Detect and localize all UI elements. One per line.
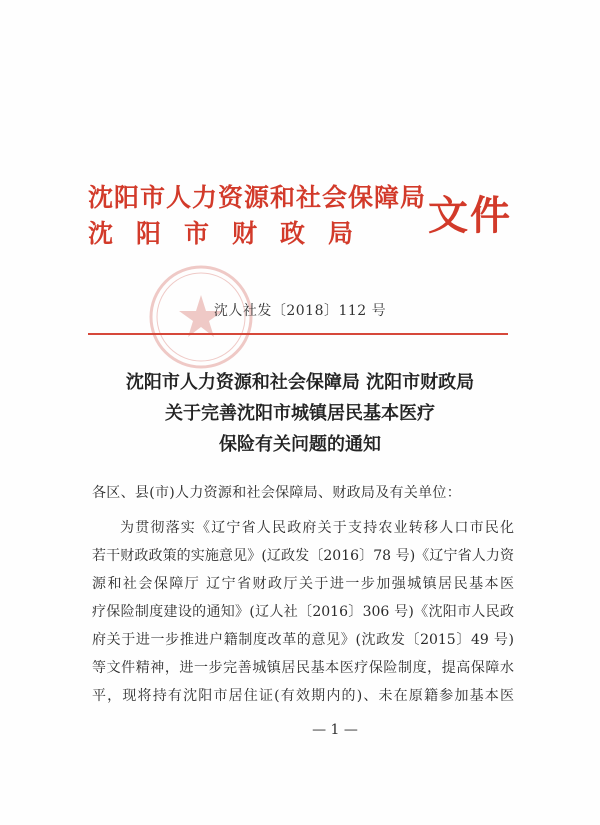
page-number: — 1 — <box>312 722 358 738</box>
body-line: 若干财政政策的实施意见》(辽政发〔2016〕78 号)《辽宁省人力资 <box>92 548 514 564</box>
body-line: 源和社会保障厅 辽宁省财政厅关于进一步加强城镇居民基本医 <box>92 576 514 592</box>
document-type-label: 文件 <box>428 192 512 239</box>
document-number: 沈人社发〔2018〕112 号 <box>213 303 387 319</box>
addressee: 各区、县(市)人力资源和社会保障局、财政局及有关单位： <box>92 485 462 501</box>
red-divider-line <box>88 333 508 335</box>
document-header <box>88 183 528 263</box>
body-line: 府关于进一步推进户籍制度改革的意见》(沈政发〔2015〕49 号) <box>92 632 514 648</box>
body-line: 为贯彻落实《辽宁省人民政府关于支持农业转移人口市民化 <box>120 520 514 536</box>
issuer-line-2: 沈阳市财政局 <box>88 219 377 248</box>
body-line: 疗保险制度建设的通知》(辽人社〔2016〕306 号)《沈阳市人民政 <box>92 604 514 620</box>
body-line: 等文件精神，进一步完善城镇居民基本医疗保险制度，提高保障水 <box>92 660 514 676</box>
issuer-line-1: 沈阳市人力资源和社会保障局 <box>88 183 427 212</box>
title-line-2: 关于完善沈阳市城镇居民基本医疗 <box>165 403 435 424</box>
body-line: 平，现将持有沈阳市居住证(有效期内的)、未在原籍参加基本医 <box>92 688 514 704</box>
title-line-1: 沈阳市人力资源和社会保障局 沈阳市财政局 <box>125 372 475 393</box>
title-line-3: 保险有关问题的通知 <box>219 434 381 455</box>
